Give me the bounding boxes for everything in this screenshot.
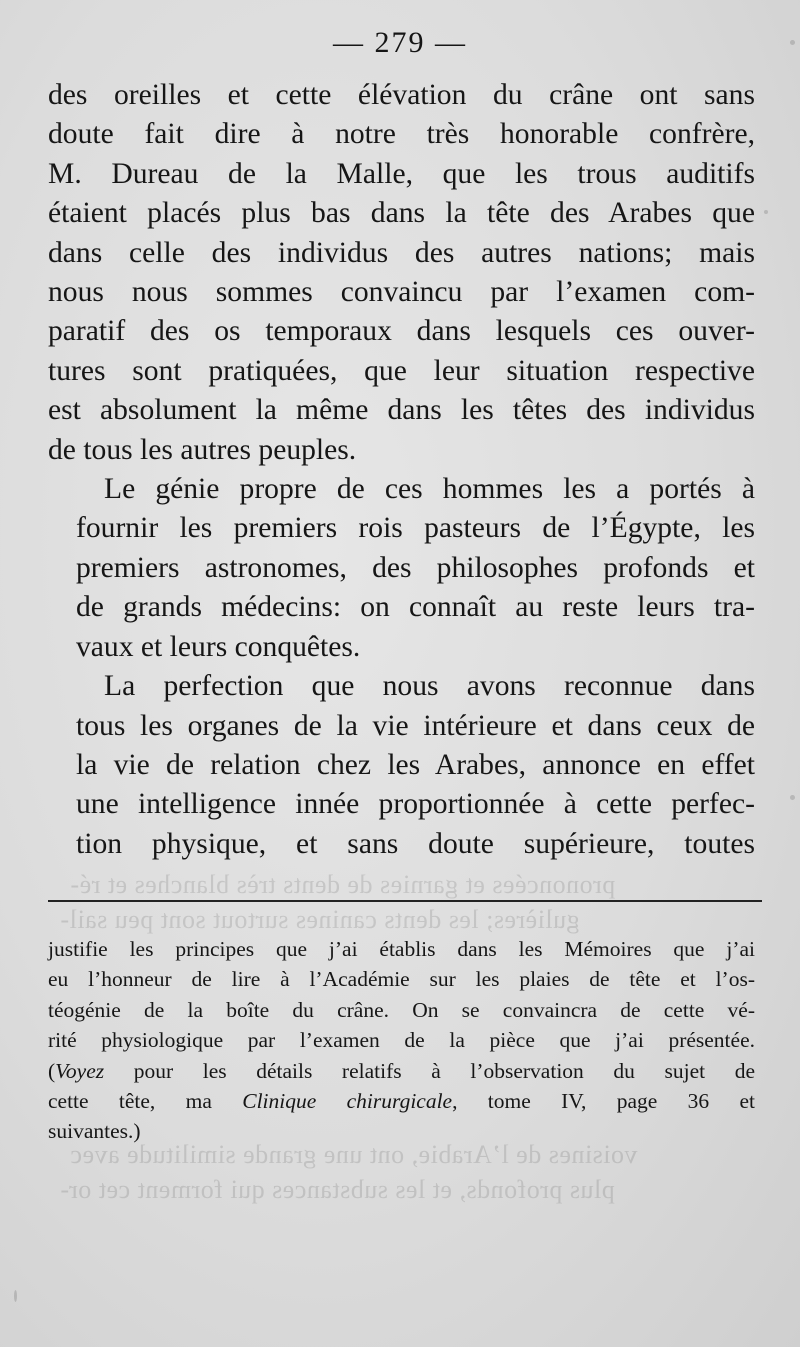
paragraph <box>48 76 755 470</box>
voyez-italic: Voyez <box>55 1058 105 1083</box>
footnote-text: pour les détails relatifs à l’observation du sujet de <box>104 1058 755 1083</box>
main-text <box>48 76 755 864</box>
text-line: tures sont pratiquées, que leur situation respective <box>48 354 755 387</box>
paragraph <box>48 470 755 667</box>
footnote-line <box>48 1056 755 1086</box>
footnote-line <box>48 1086 755 1116</box>
footnote-separator <box>48 900 762 902</box>
footnote-line: justifie les principes que j’ai établis dans les Mémoires que j’ai <box>48 937 755 961</box>
text-line: de grands médecins: on connaît au reste leurs tra- <box>76 591 755 624</box>
text-line: La perfection que nous avons reconnue dans <box>104 670 755 703</box>
footnote-line: eu l’honneur de lire à l’Académie sur les plaies de tête et l’os- <box>48 967 755 992</box>
text-line: est absolument la même dans les têtes des individus <box>48 394 755 427</box>
page-number: — 279 — <box>333 26 467 59</box>
text-line: Le génie propre de ces hommes les a portés à <box>104 473 755 506</box>
text-line: tous les organes de la vie intérieure et dans ceux de <box>76 709 755 742</box>
text-line: nous nous sommes convaincu par l’examen com- <box>48 276 755 309</box>
footnote-text: cette tête, ma <box>48 1089 243 1114</box>
text-line: de tous les autres peuples. <box>48 433 357 466</box>
footnote-line: rité physiologique par l’examen de la pièce que j’ai présentée. <box>48 1028 755 1053</box>
show-through-line: plus profonds, et les substances qui forment cet or- <box>60 1175 615 1204</box>
footnote <box>48 934 755 1147</box>
paper-speck <box>790 40 795 45</box>
text-line: M. Dureau de la Malle, que les trous auditifs <box>48 157 755 190</box>
paper-speck <box>764 210 768 214</box>
footnote-line: suivantes.) <box>48 1119 141 1144</box>
show-through-line: gulières; les dents canines surtout sont peu sail- <box>60 905 580 934</box>
text-line: des oreilles et cette élévation du crâne ont sans <box>48 79 755 111</box>
book-title-italic: Clinique chirurgicale <box>242 1089 453 1114</box>
text-line: tion physique, et sans doute supérieure, toutes <box>76 827 755 860</box>
text-line: une intelligence innée proportionnée à cette perfec- <box>76 788 755 821</box>
text-line: dans celle des individus des autres nations; mais <box>48 236 755 269</box>
text-line: vaux et leurs conquêtes. <box>76 630 361 663</box>
footnote-text: , tome IV, page 36 et <box>452 1089 755 1114</box>
text-line: paratif des os temporaux dans lesquels ces ouver- <box>48 315 755 348</box>
text-line: la vie de relation chez les Arabes, annonce en effet <box>76 748 755 781</box>
show-through-line: prononcées et garnies de dents très blanches et ré- <box>70 870 616 899</box>
paper-speck <box>14 1290 17 1302</box>
text-line: premiers astronomes, des philosophes profonds et <box>76 551 755 584</box>
text-line: étaient placés plus bas dans la tête des Arabes que <box>48 197 755 230</box>
open-paren: ( <box>48 1058 56 1083</box>
text-line: doute fait dire à notre très honorable confrère, <box>48 118 755 151</box>
text-line: fournir les premiers rois pasteurs de l’Égypte, les <box>76 512 755 545</box>
paragraph <box>48 667 755 864</box>
show-through-line: voisines de l’Arabie, ont une grande similitude avec <box>70 1140 638 1169</box>
footnote-line: téogénie de la boîte du crâne. On se convaincra de cette vé- <box>48 997 755 1022</box>
paper-speck <box>790 795 795 800</box>
